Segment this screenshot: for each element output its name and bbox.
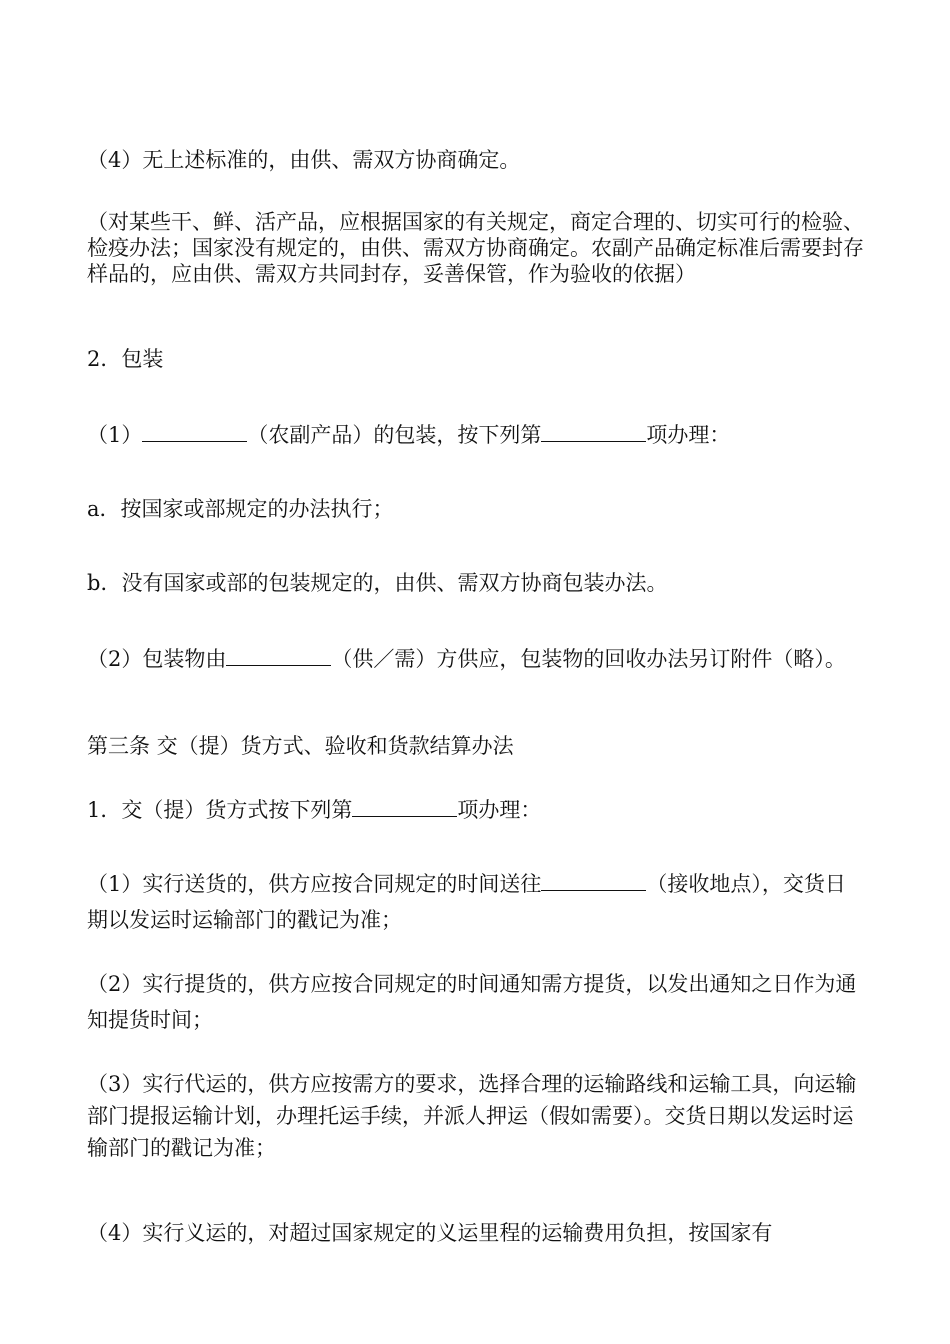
paragraph-text: （4）实行义运的，对超过国家规定的义运里程的运输费用负担，按国家有 — [87, 1221, 773, 1245]
text-segment: （1）实行送货的，供方应按合同规定的时间送往 — [87, 872, 542, 896]
blank-field-product[interactable] — [142, 421, 247, 442]
text-segment: （2）包装物由 — [87, 647, 227, 671]
blank-field-item-number[interactable] — [541, 421, 646, 442]
paragraph-delivery-3 — [87, 1068, 865, 1164]
text-segment: （供／需）方供应，包装物的回收办法另订附件（略）。 — [331, 647, 846, 671]
paragraph-packaging-1 — [87, 421, 865, 448]
text-segment: 1．交（提）货方式按下列第 — [87, 798, 353, 822]
heading-text: 2．包装 — [87, 347, 164, 371]
text-segment: （接收地点），交货日期以发运时运输部门的戳记为准； — [87, 872, 846, 932]
article-heading-three — [87, 733, 865, 759]
paragraph-delivery-4 — [87, 1220, 865, 1246]
blank-field-delivery-item[interactable] — [352, 796, 457, 817]
paragraph-packaging-2 — [87, 641, 865, 677]
blank-field-supplier[interactable] — [226, 645, 331, 666]
paragraph-standard-4 — [87, 147, 865, 173]
paragraph-option-a — [87, 496, 865, 522]
section-heading-packaging — [87, 346, 865, 372]
heading-text: 第三条 交（提）货方式、验收和货款结算办法 — [87, 734, 514, 758]
paragraph-text: （对某些干、鲜、活产品，应根据国家的有关规定，商定合理的、切实可行的检验、检疫办法；国家没有规定的，由供、需双方协商确定。农副产品确定标准后需要封存样品的，应由供、需双方共同封存，妥善保管，作为验收的依据） — [87, 210, 864, 286]
text-segment: （农副产品）的包装，按下列第 — [247, 423, 542, 447]
paragraph-option-b — [87, 570, 865, 596]
paragraph-text: b．没有国家或部的包装规定的，由供、需双方协商包装办法。 — [87, 571, 668, 595]
paragraph-text: （2）实行提货的，供方应按合同规定的时间通知需方提货，以发出通知之日作为通知提货时间； — [87, 972, 857, 1032]
paragraph-delivery-2 — [87, 966, 865, 1038]
blank-field-receiving-location[interactable] — [541, 870, 646, 891]
paragraph-text: a．按国家或部规定的办法执行； — [87, 497, 394, 521]
text-segment: （1） — [87, 423, 143, 447]
paragraph-delivery-1 — [87, 866, 865, 938]
text-segment: 项办理： — [457, 798, 542, 822]
paragraph-inspection-note — [87, 209, 865, 287]
paragraph-text: （3）实行代运的，供方应按需方的要求，选择合理的运输路线和运输工具，向运输部门提报运输计划，办理托运手续，并派人押运（假如需要）。交货日期以发运时运输部门的戳记为准； — [87, 1072, 857, 1160]
paragraph-delivery-method — [87, 796, 865, 823]
text-segment: 项办理： — [646, 423, 731, 447]
paragraph-text: （4）无上述标准的，由供、需双方协商确定。 — [87, 148, 521, 172]
